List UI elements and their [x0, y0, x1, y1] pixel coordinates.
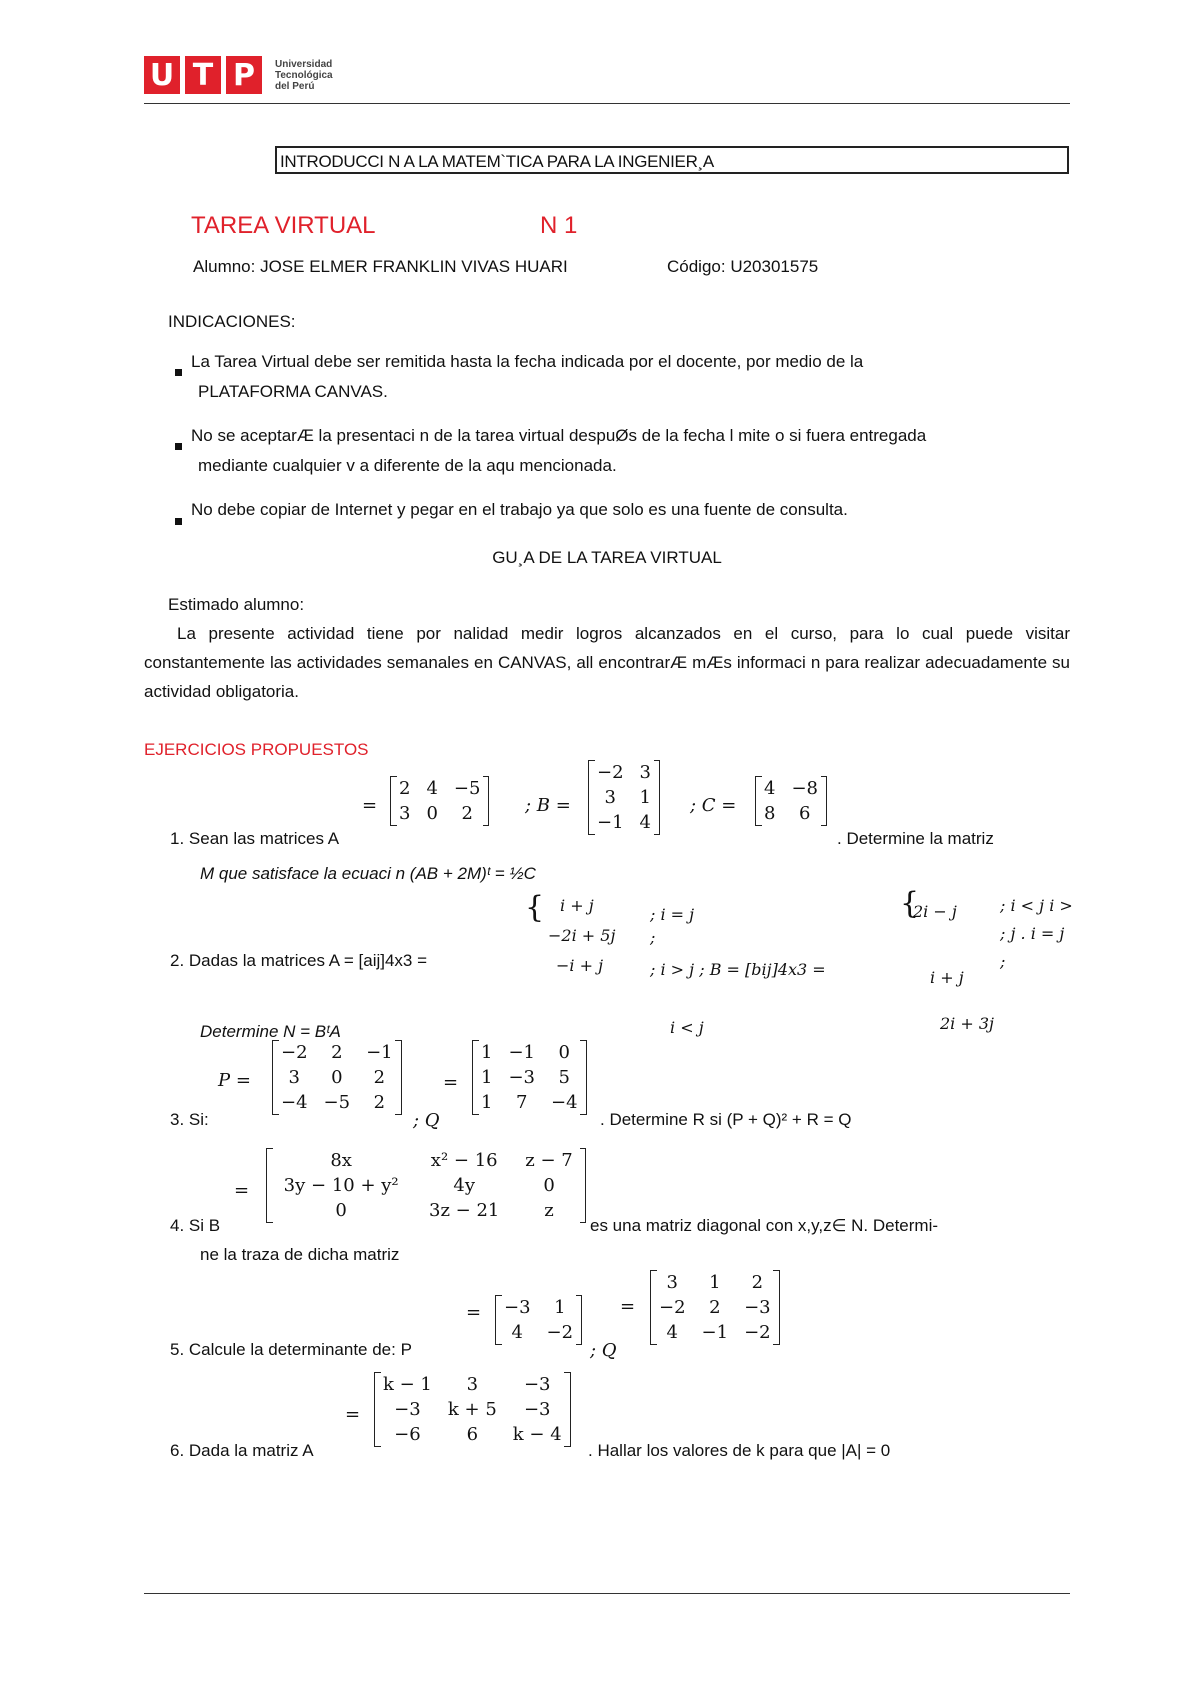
header-divider — [144, 103, 1070, 104]
indicacion-1-line-2: PLATAFORMA CANVAS. — [198, 382, 388, 401]
q-equals: = — [443, 1072, 459, 1093]
q5-equals: = — [620, 1296, 636, 1317]
matrix-c: 4 −8 8 6 — [755, 776, 827, 826]
student-code: Código: U20301575 — [667, 257, 819, 276]
e3-suffix: . Determine R si (P + Q)² + R = Q — [600, 1110, 852, 1129]
b4-equals: = — [234, 1180, 250, 1201]
a-cond-3: ; i > j ; B = [bij]4x3 = — [650, 960, 826, 979]
b-case-1: 2i − j — [913, 902, 957, 921]
b-cond-1: ; i < j i > — [1000, 896, 1073, 915]
p-label: P = — [218, 1070, 251, 1091]
indicacion-1-line-1: La Tarea Virtual debe ser remitida hasta la fecha indicada por el docente, por medio de la — [191, 352, 864, 371]
a-case-2: −2i + 5j — [548, 926, 616, 945]
ejercicios-heading: EJERCICIOS PROPUESTOS — [144, 740, 369, 759]
e3-prefix: 3. Si: — [170, 1110, 209, 1129]
q-label: ; Q — [413, 1110, 440, 1131]
matrix-q-3x3: 3 1 2 −2 2 −3 4 −1 −2 — [650, 1270, 780, 1345]
e1-prefix: 1. Sean las matrices A — [170, 829, 340, 848]
e5-prefix: 5. Calcule la determinante de: P — [170, 1340, 412, 1359]
a-case-3: −i + j — [556, 956, 604, 975]
bullet-icon — [175, 443, 182, 450]
e6-suffix: . Hallar los valores de k para que |A| = 0 — [588, 1441, 891, 1460]
b-cond-2: ; j . i = j — [1000, 924, 1065, 943]
e1-b-label: ; B = — [525, 795, 571, 816]
a-cond-1: ; i = j — [650, 905, 695, 924]
a6-equals: = — [345, 1404, 361, 1425]
e4-suffix: es una matriz diagonal con x,y,z∈ N. Determi- — [590, 1216, 939, 1235]
e1-suffix: . Determine la matriz — [837, 829, 994, 848]
indicaciones-heading: INDICACIONES: — [168, 312, 296, 331]
greeting: Estimado alumno: — [168, 595, 305, 614]
e1-line-2: M que satisface la ecuaci n (AB + 2M)ᵗ = ½C — [200, 864, 536, 883]
bullet-icon — [175, 518, 182, 525]
guia-body: La presente actividad tiene por nalidad medir logros alcanzados en el curso, para lo cual puede visitar constantemente las actividades semanales en CANVAS, all encontrarÆ mÆs informaci n para realizar adecuadamente su actividad obligatoria. — [144, 624, 1070, 701]
tarea-label: TAREA VIRTUAL — [191, 212, 376, 239]
q5-label: ; Q — [590, 1340, 617, 1361]
e2-line-2: Determine N = BᵗA — [200, 1022, 341, 1041]
b-cond-3: ; — [1000, 952, 1006, 971]
brace-b: { — [900, 886, 920, 921]
e6-prefix: 6. Dada la matriz A — [170, 1441, 314, 1460]
logo-subtitle: Universidad Tecnológica del Perú — [275, 58, 333, 92]
logo-letter-u: U — [144, 56, 180, 94]
a-cond-2: ; — [650, 928, 656, 947]
matrix-a-k: k − 1 3 −3 −3 k + 5 −3 −6 6 k − 4 — [374, 1372, 571, 1447]
footer-divider — [144, 1593, 1070, 1594]
b-case-2: i + j — [930, 968, 964, 987]
bullet-icon — [175, 369, 182, 376]
matrix-b: −2 3 3 1 −1 4 — [588, 760, 660, 835]
matrix-a: 2 4 −5 3 0 2 — [390, 776, 489, 826]
e1-equals: = — [362, 795, 378, 816]
e4-line-2: ne la traza de dicha matriz — [200, 1245, 400, 1264]
indicacion-3-line-1: No debe copiar de Internet y pegar en el trabajo ya que solo es una fuente de consulta. — [191, 500, 848, 519]
indicacion-2-line-1: No se aceptarÆ la presentaci n de la tarea virtual despuØs de la fecha l mite o si fuera entregada — [191, 426, 927, 445]
e4-prefix: 4. Si B — [170, 1216, 221, 1235]
indicacion-2-line-2: mediante cualquier v a diferente de la aqu mencionada. — [198, 456, 617, 475]
p5-equals: = — [466, 1302, 482, 1323]
a-case-1: i + j — [560, 896, 594, 915]
guia-title: GU¸A DE LA TAREA VIRTUAL — [492, 548, 722, 567]
logo-letter-t: T — [185, 56, 221, 94]
a-last-cond: i < j — [670, 1018, 704, 1037]
matrix-b-diagonal: 8x x² − 16 z − 7 3y − 10 + y² 4y 0 0 3z − 21 z — [266, 1148, 586, 1223]
e1-c-label: ; C = — [690, 795, 737, 816]
course-title: INTRODUCCI N A LA MATEM`TICA PARA LA INGENIER¸A — [275, 146, 1069, 174]
brace-a: { — [525, 890, 545, 925]
utp-logo — [144, 56, 333, 94]
student-name: Alumno: JOSE ELMER FRANKLIN VIVAS HUARI — [193, 257, 568, 276]
matrix-p: −2 2 −1 3 0 2 −4 −5 2 — [272, 1040, 402, 1115]
e2-prefix: 2. Dadas la matrices A = [aij]4x3 = — [170, 951, 428, 970]
b-case-3: 2i + 3j — [940, 1014, 995, 1033]
matrix-q: 1 −1 0 1 −3 5 1 7 −4 — [472, 1040, 587, 1115]
tarea-number: N 1 — [540, 212, 578, 239]
logo-letter-p: P — [226, 56, 262, 94]
matrix-p-2x2: −3 1 4 −2 — [495, 1295, 582, 1345]
